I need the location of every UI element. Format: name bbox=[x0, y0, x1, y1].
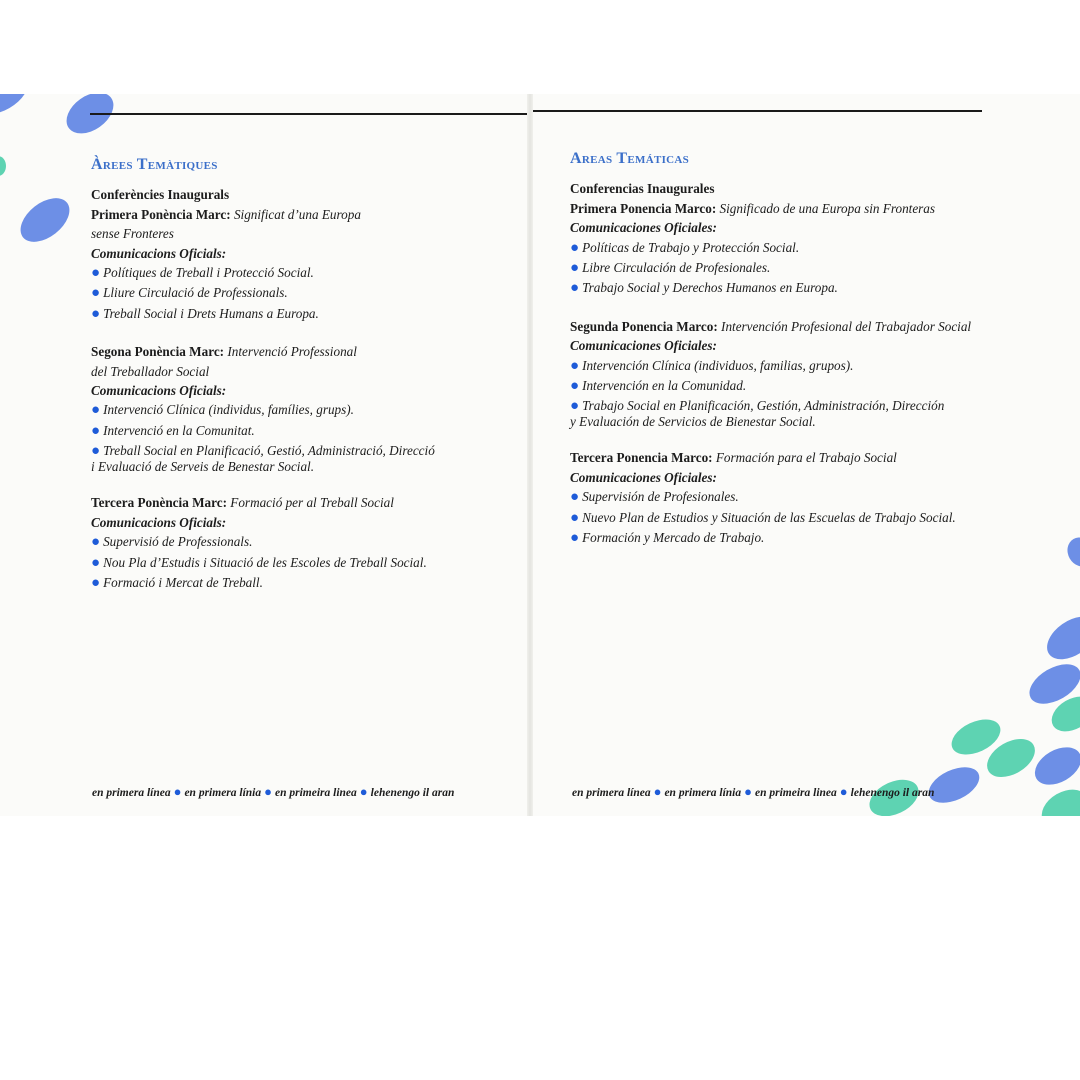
communications-label: Comunicacions Oficials: bbox=[91, 245, 227, 261]
inaugural-conferences: Conferencias Inaugurales bbox=[570, 181, 715, 197]
bullet-icon: ● bbox=[570, 280, 580, 297]
bullet-icon: ● bbox=[91, 443, 101, 460]
bullet-icon: ● bbox=[570, 239, 580, 256]
bullet-icon: ● bbox=[744, 784, 752, 799]
framework-label: Tercera Ponencia Marco: bbox=[570, 450, 713, 466]
bullet-icon: ● bbox=[359, 784, 368, 799]
list-item: ● Intervención en la Comunidad. bbox=[570, 378, 747, 395]
list-item: ● Trabajo Social y Derechos Humanos en Europa. bbox=[570, 280, 838, 297]
bullet-icon: ● bbox=[91, 285, 101, 302]
bullet-icon: ● bbox=[91, 305, 101, 322]
communications-label: Comunicacions Oficials: bbox=[91, 514, 227, 530]
communications-label: Comunicacions Oficials: bbox=[91, 383, 227, 399]
header-rule-right bbox=[533, 110, 982, 112]
bullet-icon: ● bbox=[570, 378, 580, 395]
framework-label: Primera Ponència Marc: bbox=[91, 206, 231, 222]
section-title: Àrees Temàtiques bbox=[91, 156, 218, 173]
bullet-icon: ● bbox=[91, 534, 101, 551]
list-item: ● Treball Social en Planificació, Gestió, Administració, Direcció bbox=[91, 443, 435, 460]
framework-label: Tercera Ponència Marc: bbox=[91, 495, 227, 511]
list-item: ● Polítiques de Treball i Protecció Social. bbox=[91, 265, 314, 282]
framework-label: Segona Ponència Marc: bbox=[91, 344, 225, 360]
decorative-blob bbox=[59, 94, 121, 142]
communications-label: Comunicaciones Oficiales: bbox=[570, 220, 717, 236]
decorative-blob bbox=[1039, 608, 1080, 668]
page-gutter bbox=[527, 94, 533, 816]
bullet-icon: ● bbox=[91, 554, 101, 571]
bullet-icon: ● bbox=[91, 574, 101, 591]
list-item: ● Libre Circulación de Profesionales. bbox=[570, 260, 771, 277]
decorative-blob bbox=[1028, 740, 1080, 793]
list-item: ● Formación y Mercado de Trabajo. bbox=[570, 530, 765, 547]
framework-text: Intervención Profesional del Trabajador Social bbox=[721, 318, 972, 334]
bullet-icon: ● bbox=[91, 402, 101, 419]
list-item: ● Trabajo Social en Planificación, Gestión, Administración, Dirección bbox=[570, 398, 945, 415]
framework-text-cont: sense Fronteres bbox=[91, 226, 174, 242]
right-page bbox=[570, 149, 990, 549]
bullet-icon: ● bbox=[570, 530, 580, 547]
framework-text: Significat d’una Europa bbox=[233, 206, 361, 222]
bullet-icon: ● bbox=[653, 784, 662, 799]
communications-label: Comunicaciones Oficiales: bbox=[570, 469, 717, 485]
list-item: ● Intervención Clínica (individuos, familias, grupos). bbox=[570, 357, 854, 374]
list-item: ● Intervenció en la Comunitat. bbox=[91, 422, 255, 439]
list-item: ● Formació i Mercat de Treball. bbox=[91, 574, 263, 591]
bullet-icon: ● bbox=[570, 260, 580, 277]
communications-label: Comunicaciones Oficiales: bbox=[570, 338, 717, 354]
bullet-icon: ● bbox=[570, 509, 580, 526]
bullet-icon: ● bbox=[91, 265, 101, 282]
list-item: ● Políticas de Trabajo y Protección Social. bbox=[570, 239, 800, 256]
framework-text-cont: del Treballador Social bbox=[91, 363, 210, 379]
list-item: ● Lliure Circulació de Professionals. bbox=[91, 285, 288, 302]
framework-text: Formació per al Treball Social bbox=[230, 495, 394, 511]
decorative-blob bbox=[1062, 533, 1080, 572]
decorative-blob bbox=[0, 156, 6, 176]
list-item: ● Nuevo Plan de Estudios y Situación de las Escuelas de Trabajo Social. bbox=[570, 509, 956, 526]
section-title: Areas Temáticas bbox=[570, 150, 690, 167]
list-item: ● Nou Pla d’Estudis i Situació de les Escoles de Treball Social. bbox=[91, 554, 427, 571]
bullet-icon: ● bbox=[570, 398, 580, 415]
bullet-icon: ● bbox=[839, 784, 848, 799]
footer-tagline-left: en primera línea ● en primera línia ● en primeira linea ● lehenengo il aran bbox=[92, 784, 455, 799]
decorative-blob bbox=[0, 94, 34, 122]
framework-text: Intervenció Professional bbox=[227, 344, 357, 360]
list-item: ● Supervisión de Profesionales. bbox=[570, 489, 739, 506]
bullet-icon: ● bbox=[570, 357, 580, 374]
bullet-icon: ● bbox=[264, 784, 272, 799]
inaugural-conferences: Conferències Inaugurals bbox=[91, 187, 230, 203]
list-item: ● Treball Social i Drets Humans a Europa. bbox=[91, 305, 319, 322]
left-page bbox=[91, 155, 511, 593]
decorative-blob bbox=[12, 189, 77, 250]
bullet-icon: ● bbox=[173, 784, 182, 799]
footer-tagline-right: en primera línea ● en primera línia ● en primeira linea ● lehenengo il aran bbox=[572, 784, 935, 799]
bullet-icon: ● bbox=[91, 422, 101, 439]
list-item: ● Intervenció Clínica (individus, famílies, grups). bbox=[91, 402, 354, 419]
list-item-cont: y Evaluación de Servicios de Bienestar Social. bbox=[570, 414, 816, 430]
list-item: ● Supervisió de Professionals. bbox=[91, 534, 253, 551]
framework-text: Significado de una Europa sin Fronteras bbox=[719, 200, 936, 216]
bullet-icon: ● bbox=[570, 489, 580, 506]
decorative-blob bbox=[1035, 782, 1080, 816]
framework-label: Primera Ponencia Marco: bbox=[570, 200, 717, 216]
brochure-spread bbox=[0, 94, 1080, 816]
list-item-cont: i Evaluació de Serveis de Benestar Social. bbox=[91, 459, 315, 475]
framework-text: Formación para el Trabajo Social bbox=[715, 450, 897, 466]
framework-label: Segunda Ponencia Marco: bbox=[570, 318, 718, 334]
header-rule-left bbox=[90, 113, 527, 115]
